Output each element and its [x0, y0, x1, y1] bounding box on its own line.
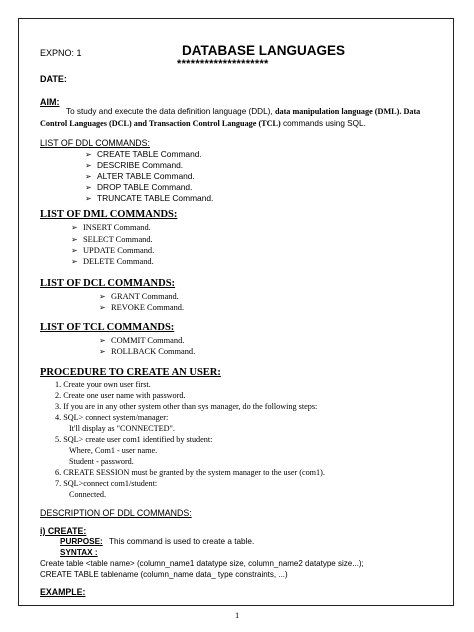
arrow-icon: ➢ [85, 150, 92, 159]
ddl-item: ➢ DROP TABLE Command. [85, 182, 193, 192]
syntax-line-2: CREATE TABLE tablename (column_name data_ type constraints, ...) [40, 570, 288, 579]
tcl-heading: LIST OF TCL COMMANDS: [40, 322, 175, 333]
procedure-heading: PROCEDURE TO CREATE AN USER: [40, 367, 221, 378]
aim-line-1 [66, 107, 420, 116]
procedure-step: 4. SQL> connect system/manager: [55, 413, 169, 422]
description-heading: DESCRIPTION OF DDL COMMANDS: [40, 508, 192, 518]
procedure-step: 2. Create one user name with password. [55, 391, 186, 400]
dcl-item: ➢ REVOKE Command. [99, 303, 185, 312]
purpose-line [60, 537, 254, 546]
aim-text-1b: data manipulation language (DML). Data [274, 107, 421, 116]
procedure-step: 6. CREATE SESSION must be granted by the system manager to the user (com1). [55, 468, 325, 477]
ddl-item: ➢ TRUNCATE TABLE Command. [85, 193, 214, 203]
document-title: DATABASE LANGUAGES [182, 43, 346, 58]
aim-text-1a: To study and execute the data definition language (DDL), [66, 107, 273, 116]
dcl-heading: LIST OF DCL COMMANDS: [40, 278, 176, 289]
example-label: EXAMPLE: [40, 587, 86, 597]
aim-line-2 [40, 119, 366, 128]
arrow-icon: ➢ [99, 336, 106, 345]
aim-text-2a: Control Languages (DCL) and Transaction Control Language (TCL) [40, 119, 281, 128]
dml-item: ➢ UPDATE Command. [71, 246, 155, 255]
procedure-step: 1. Create your own user first. [55, 380, 151, 389]
procedure-note: It'll display as "CONNECTED". [69, 424, 175, 433]
procedure-step: 5. SQL> create user com1 identified by student: [55, 435, 213, 444]
create-heading: i) CREATE: [40, 526, 87, 536]
arrow-icon: ➢ [85, 194, 92, 203]
arrow-icon: ➢ [71, 223, 78, 232]
tcl-item: ➢ ROLLBACK Command. [99, 347, 196, 356]
procedure-step: 7. SQL>connect com1/student: [55, 479, 158, 488]
title-stars: ******************** [177, 58, 269, 70]
procedure-note: Where, Com1 - user name. [69, 446, 158, 455]
procedure-note: Student - password. [69, 457, 134, 466]
arrow-icon: ➢ [71, 246, 78, 255]
aim-heading: AIM: [40, 97, 60, 107]
procedure-note: Connected. [69, 490, 107, 499]
page-number: 1 [235, 610, 240, 620]
purpose-text: This command is used to create a table. [109, 537, 255, 546]
arrow-icon: ➢ [71, 257, 78, 266]
dml-heading: LIST OF DML COMMANDS: [40, 209, 178, 220]
tcl-item: ➢ COMMIT Command. [99, 336, 185, 345]
experiment-number: EXPNO: 1 [40, 48, 82, 58]
purpose-label: PURPOSE: [60, 537, 103, 546]
ddl-heading: LIST OF DDL COMMANDS: [40, 138, 150, 148]
arrow-icon: ➢ [99, 292, 106, 301]
arrow-icon: ➢ [85, 172, 92, 181]
arrow-icon: ➢ [85, 183, 92, 192]
dml-item: ➢ DELETE Command. [71, 257, 154, 266]
aim-text-2b: commands using SQL. [283, 119, 366, 128]
arrow-icon: ➢ [99, 347, 106, 356]
ddl-item: ➢ ALTER TABLE Command. [85, 171, 195, 181]
syntax-label: SYNTAX : [60, 548, 98, 557]
arrow-icon: ➢ [85, 161, 92, 170]
arrow-icon: ➢ [71, 235, 78, 244]
procedure-step: 3. If you are in any other system other than sys manager, do the following steps: [55, 402, 318, 411]
dml-item: ➢ SELECT Command. [71, 235, 153, 244]
date-label: DATE: [40, 74, 67, 84]
syntax-line-1: Create table <table name> (column_name1 datatype size, column_name2 datatype size...); [40, 559, 364, 568]
ddl-item: ➢ CREATE TABLE Command. [85, 149, 202, 159]
dcl-item: ➢ GRANT Command. [99, 292, 179, 301]
arrow-icon: ➢ [99, 303, 106, 312]
ddl-item: ➢ DESCRIBE Command. [85, 160, 184, 170]
dml-item: ➢ INSERT Command. [71, 223, 151, 232]
